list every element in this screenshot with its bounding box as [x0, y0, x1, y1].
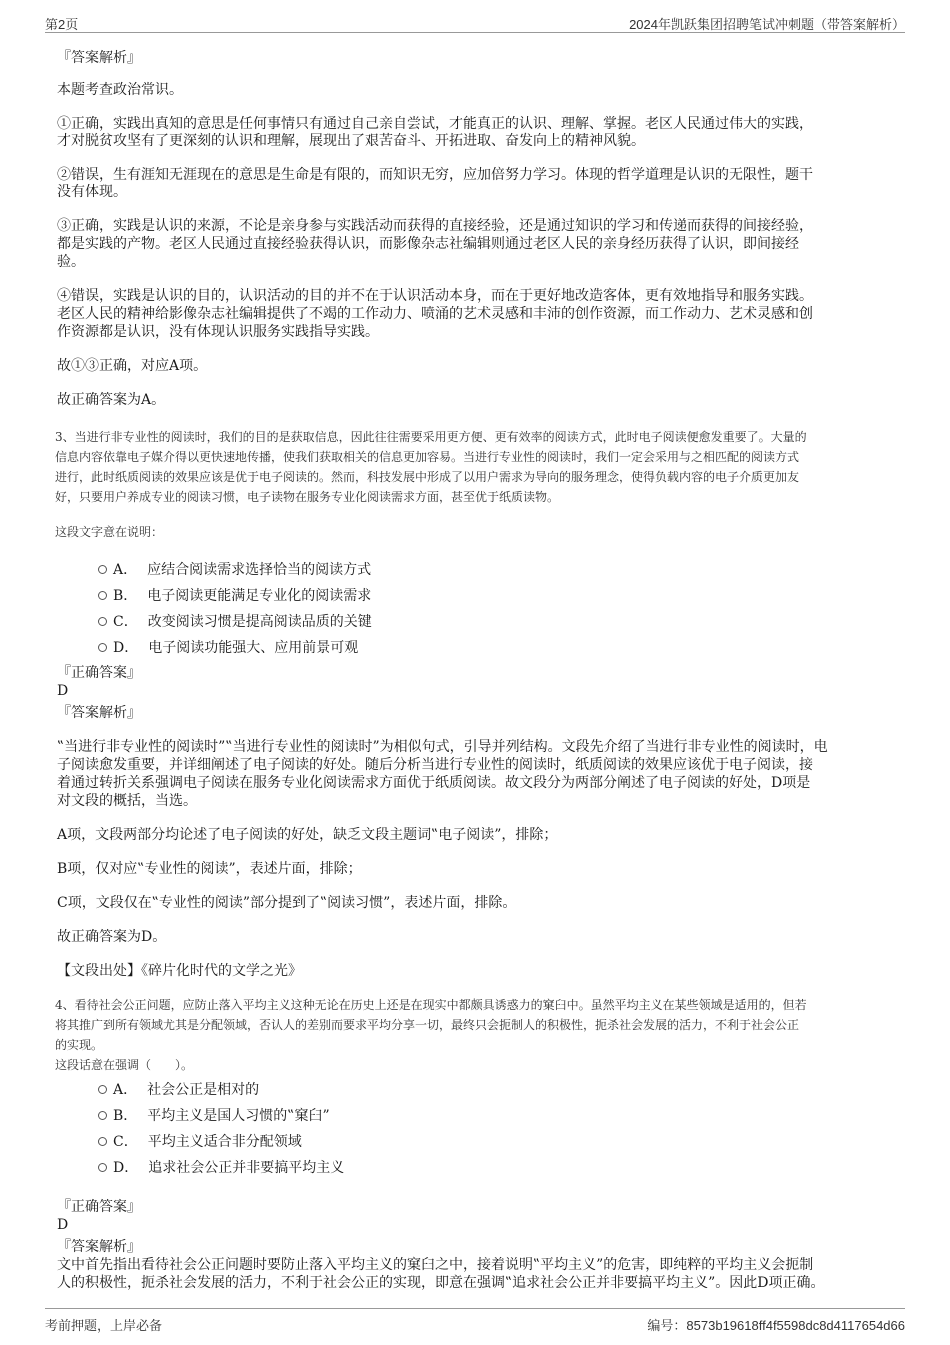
passage-source: 【文段出处】《碎片化时代的文学之光》	[57, 963, 302, 979]
option-d[interactable]	[98, 1157, 344, 1177]
option-text: 平均主义是国人习惯的‟窠臼”	[147, 1108, 330, 1124]
option-letter: B．	[113, 1108, 138, 1124]
question-stem-line: 将其推广到所有领域尤其是分配领域，否认人的差别而要求平均分享一切，最终只会扼制人的积极性，扼杀社会发展的活力，不利于社会公正	[55, 1018, 800, 1032]
radio-icon[interactable]	[98, 591, 107, 600]
explanation-label: 『答案解析』	[57, 50, 141, 66]
option-text: 电子阅读功能强大、应用前景可观	[148, 640, 359, 656]
option-c[interactable]	[98, 611, 372, 631]
radio-icon[interactable]	[98, 565, 107, 574]
option-text: 改变阅读习惯是提高阅读品质的关键	[147, 614, 372, 630]
correct-answer: D	[57, 1217, 69, 1233]
question-prompt: 这段话意在强调（ ）。	[55, 1058, 194, 1072]
footer-divider	[45, 1308, 905, 1309]
option-b[interactable]	[98, 585, 371, 605]
correct-answer-line: 故正确答案为A。	[57, 392, 166, 408]
explanation-line: 没有体现。	[57, 184, 127, 200]
explanation-line: 着通过转折关系强调电子阅读在服务专业化阅读需求方面优于纸质阅读。故文段分为两部分阐述了电子阅读的好处，D项是	[57, 775, 811, 791]
question-stem-line: 好，只要用户养成专业的阅读习惯，电子读物在服务专业化阅读需求方面，甚至优于纸质读物。	[55, 490, 560, 504]
question-prompt: 这段文字意在说明：	[55, 525, 164, 539]
option-letter: D．	[113, 640, 139, 656]
correct-answer: D	[57, 683, 69, 699]
explanation-option-b: B项，仅对应‟专业性的阅读”，表述片面，排除；	[57, 861, 362, 877]
option-text: 平均主义适合非分配领域	[147, 1134, 302, 1150]
page-number: 第2页	[45, 17, 79, 32]
explanation-line: ②错误，生有涯知无涯现在的意思是生命是有限的，而知识无穷，应加倍努力学习。体现的哲学道理是认识的无限性，题干	[57, 167, 813, 183]
explanation-option-a: A项，文段两部分均论述了电子阅读的好处，缺乏文段主题词‟电子阅读”，排除；	[57, 827, 558, 843]
radio-icon[interactable]	[98, 643, 107, 652]
option-text: 追求社会公正并非要搞平均主义	[148, 1160, 345, 1176]
radio-icon[interactable]	[98, 1163, 107, 1172]
option-a[interactable]	[98, 1079, 259, 1099]
explanation-line: ③正确，实践是认识的来源，不论是亲身参与实践活动而获得的直接经验，还是通过知识的学习和传递而获得的间接经验，	[57, 218, 813, 234]
explanation-label: 『答案解析』	[57, 1239, 141, 1255]
option-c[interactable]	[98, 1131, 302, 1151]
explanation-intro: 本题考查政治常识。	[57, 82, 183, 98]
explanation-line: 作资源都是认识，没有体现认识服务实践指导实践。	[57, 324, 379, 340]
option-letter: D．	[113, 1160, 139, 1176]
explanation-line: 对文段的概括，当选。	[57, 793, 197, 809]
explanation-line: 都是实践的产物。老区人民通过直接经验获得认识，而影像杂志社编辑则通过老区人民的亲身经历获得了认识，即间接经	[57, 236, 799, 252]
question-stem-line: 信息内容依靠电子媒介得以更快速地传播，使我们获取相关的信息更加容易。当进行专业性的阅读时，我们一定会采用与之相匹配的阅读方式	[55, 450, 800, 464]
option-b[interactable]	[98, 1105, 330, 1125]
footer-slogan: 考前押题，上岸必备	[45, 1318, 163, 1333]
option-text: 社会公正是相对的	[147, 1082, 260, 1098]
radio-icon[interactable]	[98, 617, 107, 626]
explanation-line: 子阅读愈发重要，并详细阐述了电子阅读的好处。随后分析当进行专业性的阅读时，纸质阅读的效果应该优于电子阅读，接	[57, 757, 813, 773]
explanation-label: 『答案解析』	[57, 705, 141, 721]
option-letter: B．	[113, 588, 138, 604]
correct-answer-line: 故正确答案为D。	[57, 929, 167, 945]
option-d[interactable]	[98, 637, 358, 657]
header-divider	[45, 32, 905, 33]
correct-answer-label: 『正确答案』	[57, 665, 141, 681]
question-stem-line: 3、当进行非专业性的阅读时，我们的目的是获取信息，因此往往需要采用更方便、更有效率的阅读方式，此时电子阅读便愈发重要了。大量的	[55, 430, 807, 444]
explanation-line: 人的积极性，扼杀社会发展的活力，不利于社会公正的实现，即意在强调‟追求社会公正并非要搞平均主义”。因此D项正确。	[57, 1275, 825, 1291]
radio-icon[interactable]	[98, 1085, 107, 1094]
explanation-line: 文中首先指出看待社会公正问题时要防止落入平均主义的窠臼之中，接着说明‟平均主义”的危害，即纯粹的平均主义会扼制	[57, 1257, 814, 1273]
correct-answer-label: 『正确答案』	[57, 1199, 141, 1215]
question-stem-line: 4、看待社会公正问题，应防止落入平均主义这种无论在历史上还是在现实中都颇具诱惑力的窠臼中。虽然平均主义在某些领域是适用的，但若	[55, 998, 807, 1012]
explanation-line: 老区人民的精神给影像杂志社编辑提供了不竭的工作动力、喷涌的艺术灵感和丰沛的创作资源，而工作动力、艺术灵感和创	[57, 306, 813, 322]
option-letter: C．	[113, 1134, 138, 1150]
question-stem-line: 的实现。	[55, 1038, 104, 1052]
option-text: 电子阅读更能满足专业化的阅读需求	[147, 588, 372, 604]
explanation-line: 才对脱贫攻坚有了更深刻的认识和理解，展现出了艰苦奋斗、开拓进取、奋发向上的精神风貌。	[57, 133, 645, 149]
option-letter: A．	[113, 1082, 138, 1098]
question-stem-line: 进行，此时纸质阅读的效果应该是优于电子阅读的。然而，科技发展中形成了以用户需求为导向的服务理念，使得负载内容的电子介质更加友	[55, 470, 800, 484]
document-title: 2024年凯跃集团招聘笔试冲刺题（带答案解析）	[629, 17, 905, 32]
explanation-line: ‟当进行非专业性的阅读时”‟当进行专业性的阅读时”为相似句式，引导并列结构。文段先介绍了当进行非专业性的阅读时，电	[57, 739, 828, 755]
option-a[interactable]	[98, 559, 371, 579]
explanation-line: ①正确，实践出真知的意思是任何事情只有通过自己亲自尝试，才能真正的认识、理解、掌握。老区人民通过伟大的实践，	[57, 116, 813, 132]
document-code: 编号：8573b19618ff4f5598dc8d4117654d66	[647, 1318, 905, 1333]
explanation-line: 验。	[57, 254, 85, 270]
option-letter: C．	[113, 614, 138, 630]
option-letter: A．	[113, 562, 138, 578]
radio-icon[interactable]	[98, 1111, 107, 1120]
explanation-line: ④错误，实践是认识的目的，认识活动的目的并不在于认识活动本身，而在于更好地改造客体，更有效地指导和服务实践。	[57, 288, 813, 304]
option-text: 应结合阅读需求选择恰当的阅读方式	[147, 562, 372, 578]
explanation-option-c: C项，文段仅在‟专业性的阅读”部分提到了‟阅读习惯”，表述片面，排除。	[57, 895, 517, 911]
explanation-conclusion: 故①③正确，对应A项。	[57, 358, 208, 374]
radio-icon[interactable]	[98, 1137, 107, 1146]
